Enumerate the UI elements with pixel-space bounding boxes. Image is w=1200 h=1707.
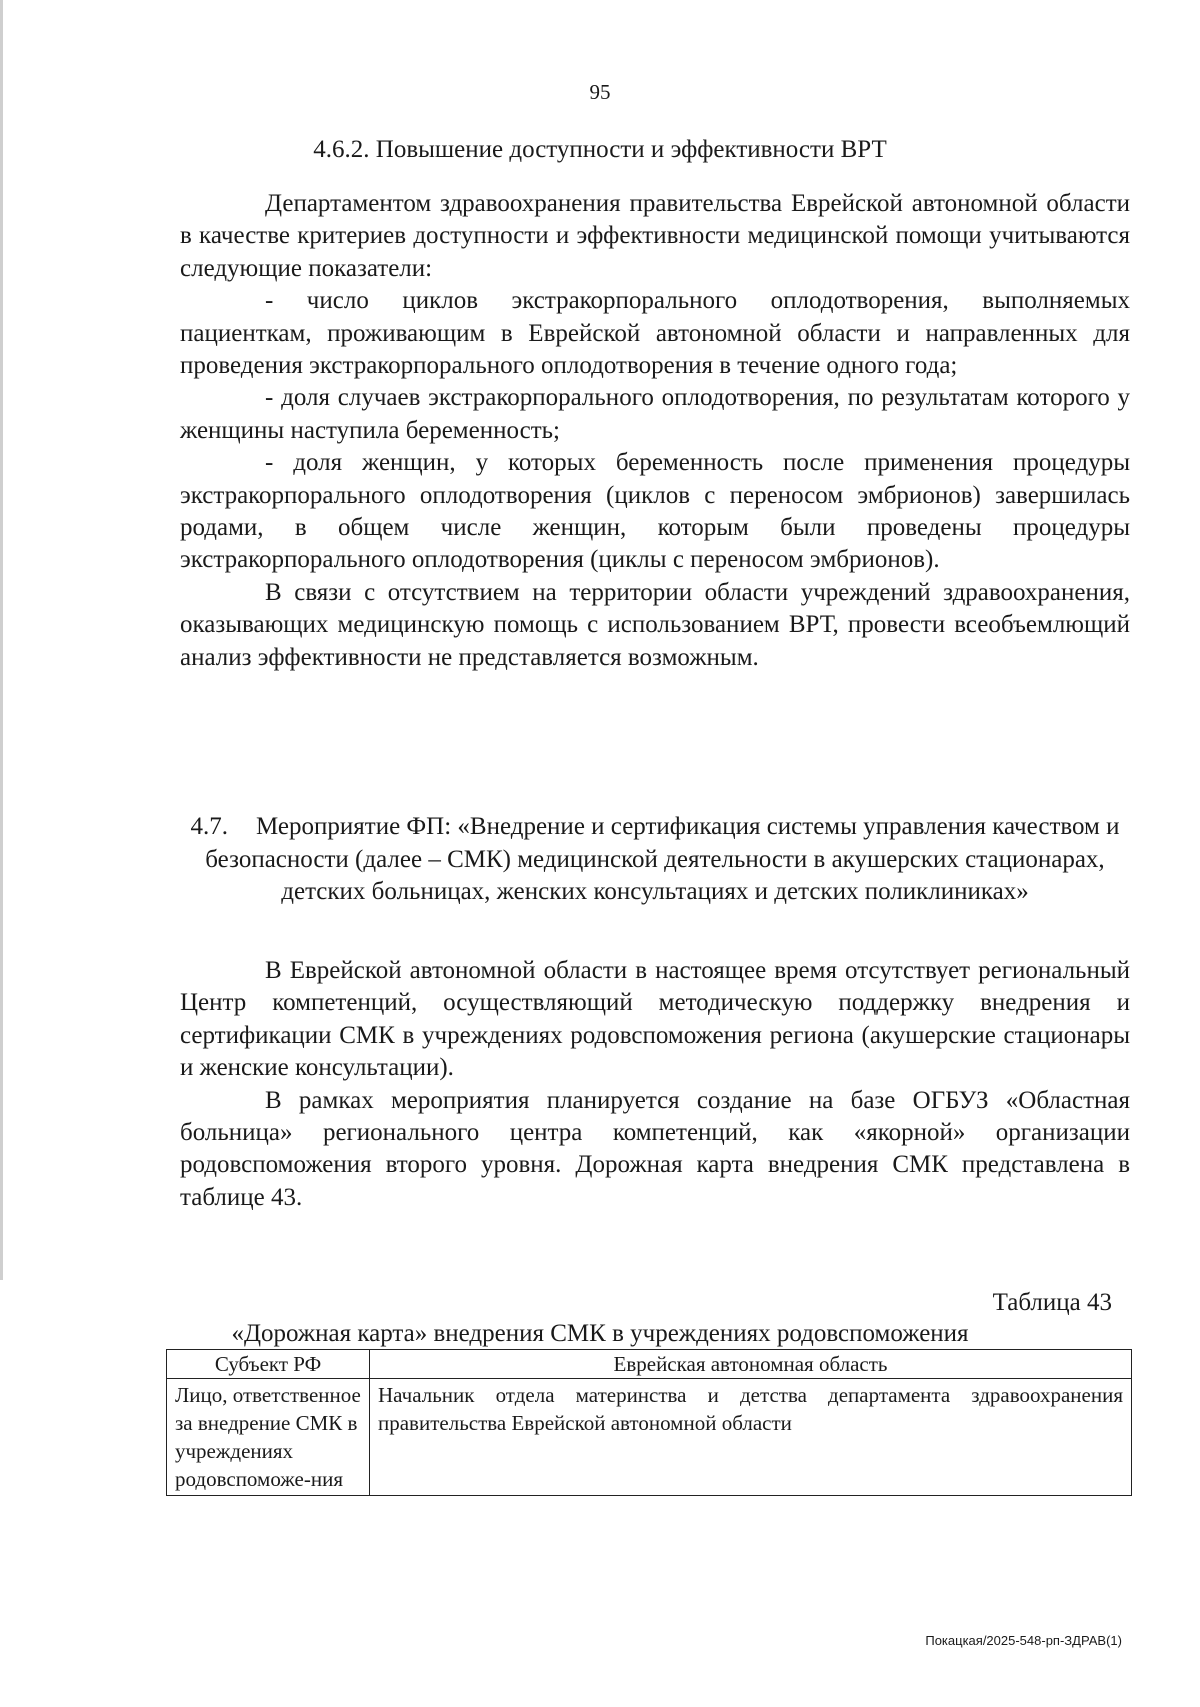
table-cell: Начальник отдела материнства и детства департамента здравоохранения правительства Еврейской автономной области bbox=[370, 1379, 1132, 1496]
list-item: - число циклов экстракорпорального оплодотворения, выполняемых пациенткам, проживающим в Еврейской автономной области и направленных для проведения экстракорпорального оплодотворения в течение одного года; bbox=[180, 287, 1130, 380]
table-label: Таблица 43 bbox=[992, 1289, 1112, 1316]
paragraph: В Еврейской автономной области в настоящее время отсутствует региональный Центр компетенций, осуществляющий методическую поддержку внедрения и сертификации СМК в учреждениях родовспоможения региона (акушерские стационары и женские консультации). bbox=[180, 957, 1130, 1082]
section-title: Мероприятие ФП: «Внедрение и сертификация системы управления качеством и безопасности (далее – СМК) медицинской деятельности в акушерских стационарах, детских больницах, женских консультациях и детских поликлиниках» bbox=[205, 813, 1120, 905]
paragraph: В рамках мероприятия планируется создание на базе ОГБУЗ «Областная больница» регионального центра компетенций, как «якорной» организации родовспоможения второго уровня. Дорожная карта внедрения СМК представлена в таблице 43. bbox=[180, 1086, 1130, 1211]
roadmap-table bbox=[166, 1349, 1132, 1496]
paragraph: В связи с отсутствием на территории области учреждений здравоохранения, оказывающих медицинскую помощь с использованием ВРТ, провести всеобъемлющий анализ эффективности не представляется возможным. bbox=[180, 578, 1130, 671]
document-footer-code: Покацкая/2025-548-рп-ЗДРАВ(1) bbox=[925, 1633, 1122, 1648]
table-cell: Лицо, ответственное за внедрение СМК в учреждениях родовспоможе-ния bbox=[167, 1379, 370, 1496]
table-header-cell: Еврейская автономная область bbox=[370, 1350, 1132, 1379]
section-4-7-heading bbox=[180, 811, 1130, 909]
section-4-6-2-body bbox=[180, 188, 1130, 674]
page-number: 95 bbox=[589, 80, 611, 104]
paragraph: Департаментом здравоохранения правительства Еврейской автономной области в качестве критериев доступности и эффективности медицинской помощи учитываются следующие показатели: bbox=[180, 190, 1130, 282]
table-row bbox=[167, 1379, 1132, 1496]
scan-edge bbox=[0, 0, 3, 1280]
section-4-7-body bbox=[180, 955, 1130, 1214]
section-4-6-2-heading: 4.6.2. Повышение доступности и эффективности ВРТ bbox=[313, 136, 887, 163]
table-header-cell: Субъект РФ bbox=[167, 1350, 370, 1379]
list-item: - доля женщин, у которых беременность после применения процедуры экстракорпорального оплодотворения (циклов с переносом эмбрионов) завершилась родами, в общем числе женщин, которым были проведены процедуры экстракорпорального оплодотворения (циклы с переносом эмбрионов). bbox=[180, 449, 1130, 574]
list-item: - доля случаев экстракорпорального оплодотворения, по результатам которого у женщины наступила беременность; bbox=[180, 384, 1130, 444]
table-title: «Дорожная карта» внедрения СМК в учреждениях родовспоможения bbox=[231, 1320, 969, 1347]
section-number: 4.7. bbox=[190, 813, 229, 840]
table-header-row bbox=[167, 1350, 1132, 1379]
